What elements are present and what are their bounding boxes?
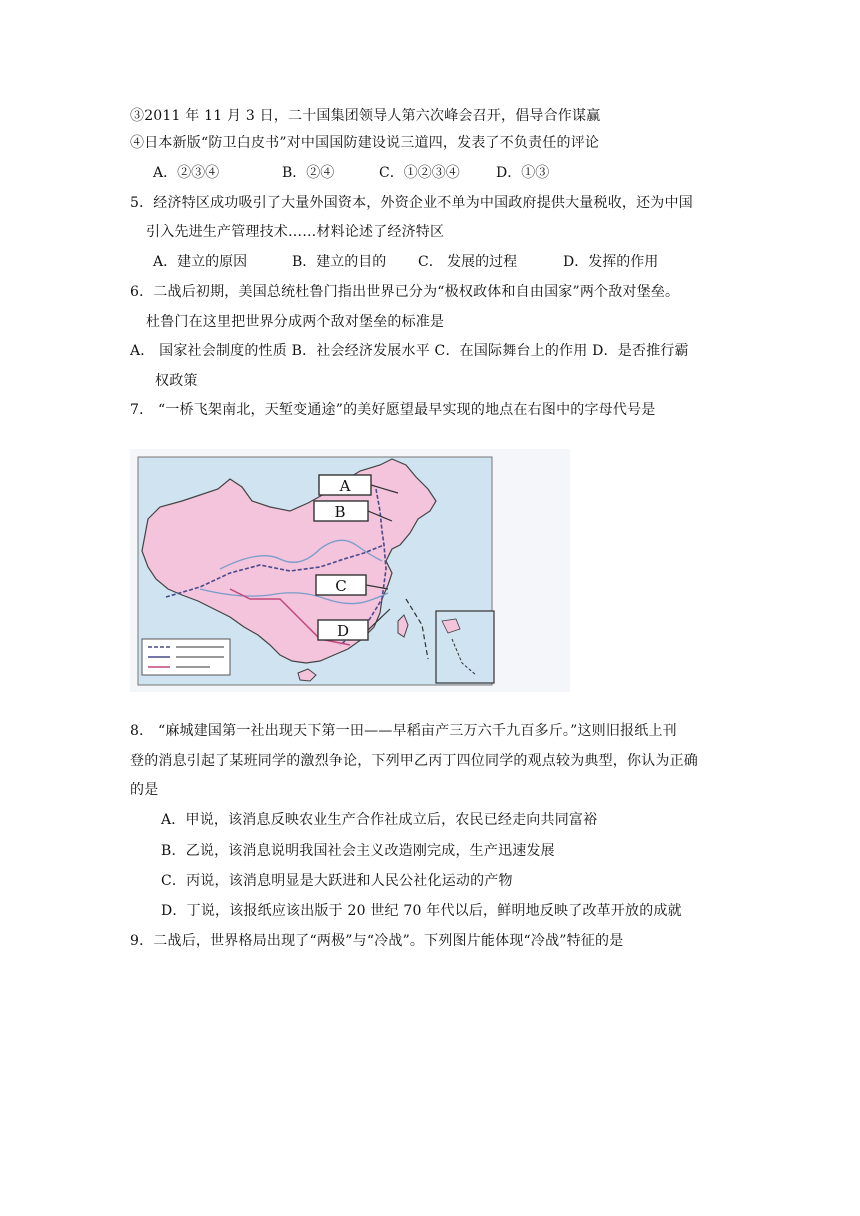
q8-option-b: B．乙说，该消息说明我国社会主义改造刚完成，生产迅速发展 [161, 843, 555, 859]
q9-stem: 9．二战后，世界格局出现了“两极”与“冷战”。下列图片能体现“冷战”特征的是 [130, 933, 624, 949]
q8-stem-line1: 8． “麻城建国第一社出现天下第一田——早稻亩产三万六千九百多斤。”这则旧报纸上刊 [130, 723, 677, 739]
q5-stem-line1: 5．经济特区成功吸引了大量外国资本，外资企业不单为中国政府提供大量税收，还为中国 [130, 195, 693, 211]
map-label-d: D [336, 622, 350, 640]
statement-4: ④日本新版“防卫白皮书”对中国国防建设说三道四，发表了不负责任的评论 [130, 135, 600, 151]
q5-option-d: D．发挥的作用 [563, 254, 659, 270]
map-label-a: A [339, 477, 351, 495]
q6-options-line: A． 国家社会制度的性质 B．社会经济发展水平 C．在国际舞台上的作用 D．是否推行霸 [130, 343, 689, 359]
q4-option-c: C．①②③④ [379, 165, 460, 181]
q4-option-b: B．②④ [282, 165, 335, 181]
q7-stem: 7． “一桥飞架南北，天堑变通途”的美好愿望最早实现的地点在右图中的字母代号是 [130, 402, 656, 418]
q6-stem-line2: 杜鲁门在这里把世界分成两个敌对堡垒的标准是 [146, 314, 445, 330]
map-label-c: C [335, 577, 347, 595]
q5-option-a: A．建立的原因 [153, 254, 248, 270]
q8-option-c: C．丙说，该消息明显是大跃进和人民公社化运动的产物 [161, 873, 513, 889]
q8-stem-line2: 登的消息引起了某班同学的激烈争论，下列甲乙丙丁四位同学的观点较为典型，你认为正确 [130, 753, 698, 769]
q6-stem-line1: 6．二战后初期，美国总统杜鲁门指出世界已分为“极权政体和自由国家”两个敌对堡垒。 [130, 284, 680, 300]
china-railway-map [130, 449, 570, 692]
q5-stem-line2: 引入先进生产管理技术……材料论述了经济特区 [146, 224, 445, 240]
q4-option-d: D．①③ [496, 165, 550, 181]
map-label-b: B [334, 503, 346, 521]
statement-3: ③2011 年 11 月 3 日，二十国集团领导人第六次峰会召开，倡导合作谋赢 [130, 108, 601, 124]
q8-option-d: D．丁说，该报纸应该出版于 20 世纪 70 年代以后，鲜明地反映了改革开放的成就 [161, 903, 682, 919]
q8-option-a: A．甲说，该消息反映农业生产合作社成立后，农民已经走向共同富裕 [161, 812, 598, 828]
q8-stem-line3: 的是 [130, 782, 159, 798]
q5-option-c: C． 发展的过程 [418, 254, 518, 270]
q5-option-b: B．建立的目的 [292, 254, 387, 270]
q4-option-a: A．②③④ [153, 165, 220, 181]
q6-options-cont: 权政策 [155, 373, 198, 389]
